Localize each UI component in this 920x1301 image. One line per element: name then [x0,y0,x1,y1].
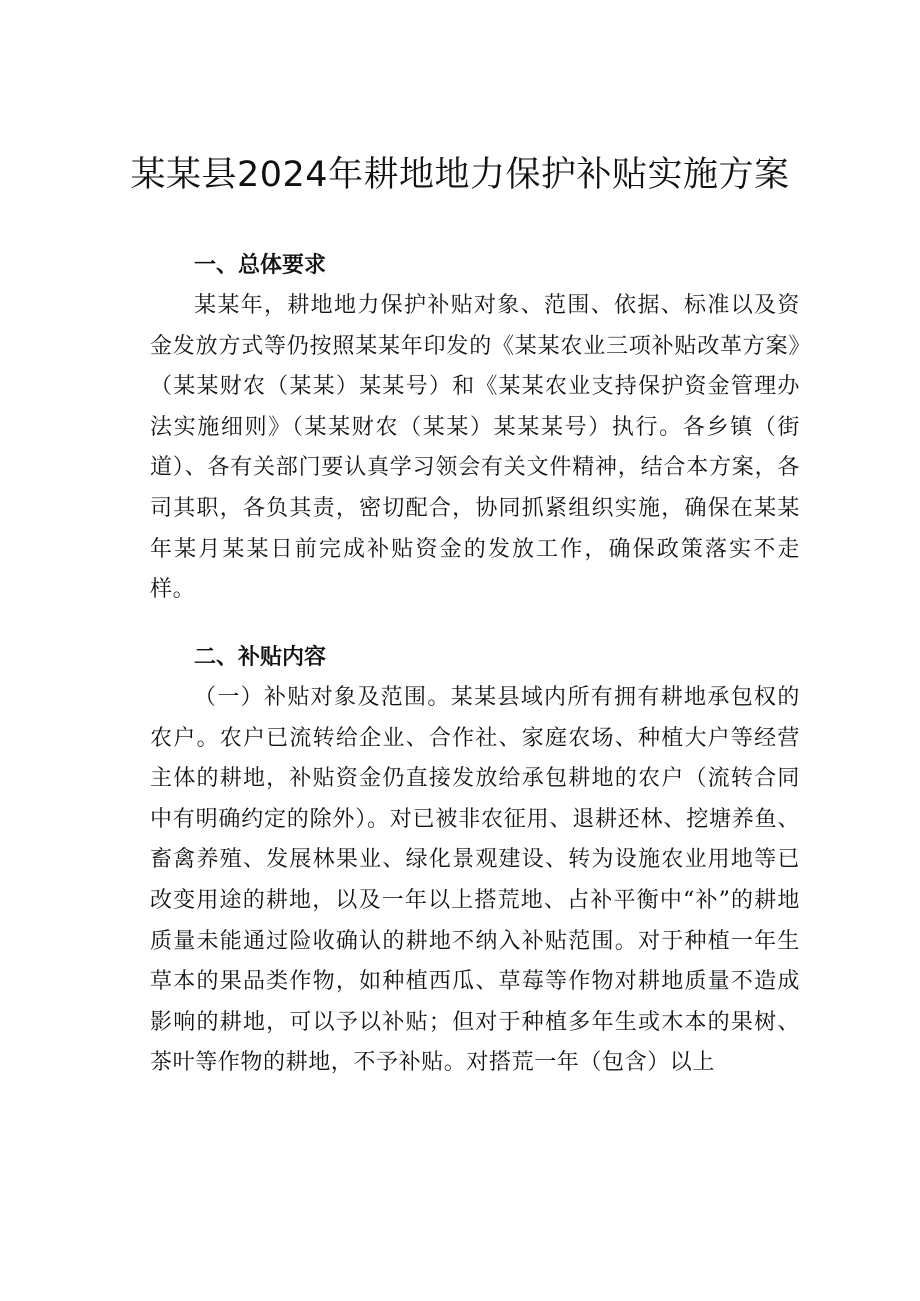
section-subsidy-content [150,638,800,1084]
section-heading: 二、补贴内容 [194,645,327,670]
section-paragraph: （一）补贴对象及范围。某某县域内所有拥有耕地承包权的农户。农户已流转给企业、合作社、家庭农场、种植大户等经营主体的耕地，补贴资金仍直接发放给承包耕地的农户（流转合同中有明确约定的除外）。对已被非农征用、退耕还林、挖塘养鱼、畜禽养殖、发展林果业、绿化景观建设、转为设施农业用地等已改变用途的耕地，以及一年以上搭荒地、占补平衡中“补”的耕地质量未能通过险收确认的耕地不纳入补贴范围。对于种植一年生草本的果品类作物，如种植西瓜、草莓等作物对耕地质量不造成影响的耕地，可以予以补贴；但对于种植多年生或木本的果树、茶叶等作物的耕地，不予补贴。对搭荒一年（包含）以上 [150,685,800,1076]
document-title: 某某县2024年耕地地力保护补贴实施方案 [130,155,790,195]
section-paragraph: 某某年，耕地地力保护补贴对象、范围、依据、标准以及资金发放方式等仍按照某某年印发的《某某农业三项补贴改革方案》（某某财农（某某）某某号）和《某某农业支持保护资金管理办法实施细则》（某某财农（某某）某某某号）执行。各乡镇（街道）、各有关部门要认真学习领会有关文件精神，结合本方案，各司其职，各负其责，密切配合，协同抓紧组织实施，确保在某某年某月某某日前完成补贴资金的发放工作，确保政策落实不走样。 [150,293,800,603]
section-heading: 一、总体要求 [194,253,327,278]
section-general-requirements [150,246,800,611]
